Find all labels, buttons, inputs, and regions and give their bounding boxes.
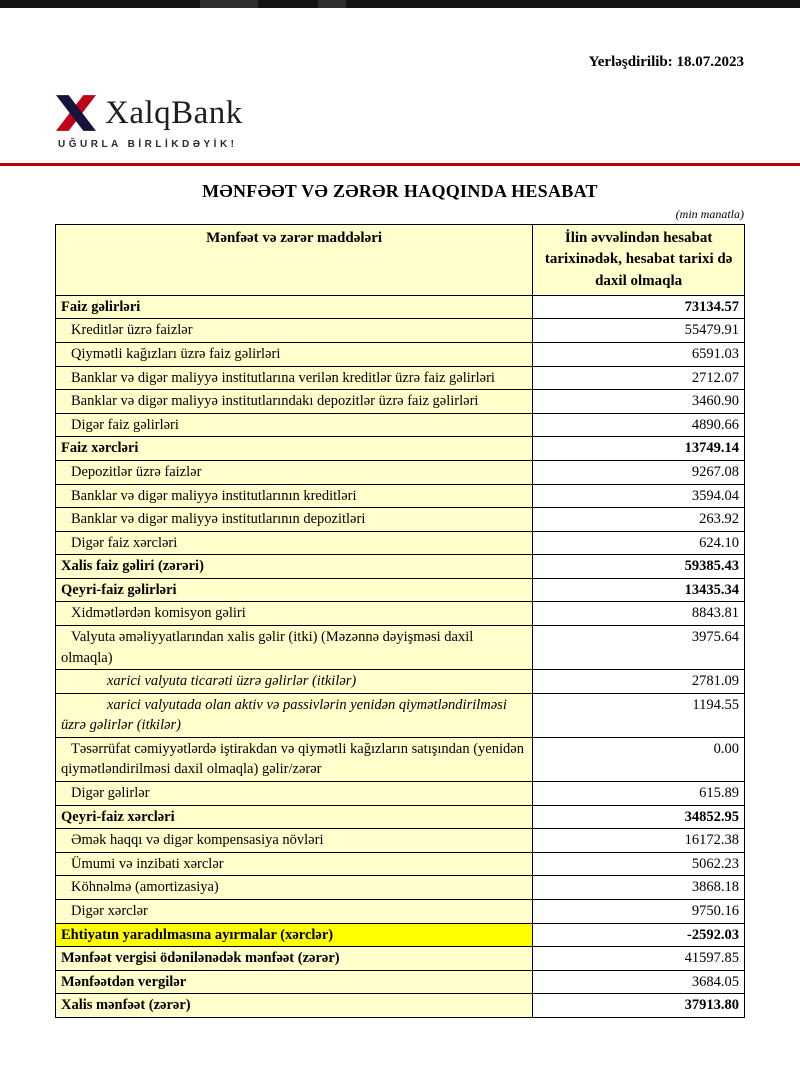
- row-value: 9267.08: [533, 460, 745, 484]
- row-label: Faiz xərcləri: [56, 437, 533, 461]
- logo-text: XalqBank: [105, 94, 243, 131]
- table-row: [56, 366, 745, 390]
- row-label: Ehtiyatın yaradılmasına ayırmalar (xərclər): [56, 923, 533, 947]
- row-value: 263.92: [533, 508, 745, 532]
- top-bar-segment: [200, 0, 258, 8]
- row-value: 3684.05: [533, 970, 745, 994]
- row-label: Köhnəlmə (amortizasiya): [56, 876, 533, 900]
- row-value: 41597.85: [533, 947, 745, 971]
- table-body: [56, 295, 745, 1017]
- row-value: 3868.18: [533, 876, 745, 900]
- table-row: [56, 805, 745, 829]
- table-row: [56, 899, 745, 923]
- row-label: Qiymətli kağızları üzrə faiz gəlirləri: [56, 343, 533, 367]
- table-row: [56, 390, 745, 414]
- row-label: Digər xərclər: [56, 899, 533, 923]
- row-value: 2781.09: [533, 670, 745, 694]
- row-label: Xidmətlərdən komisyon gəliri: [56, 602, 533, 626]
- table-row: [56, 295, 745, 319]
- red-divider: [0, 163, 800, 166]
- logo-tagline: UĞURLA BİRLİKDƏYİK!: [58, 139, 238, 150]
- row-label: Xalis faiz gəliri (zərəri): [56, 555, 533, 579]
- row-value: 624.10: [533, 531, 745, 555]
- row-label: Mənfəət vergisi ödənilənədək mənfəət (zərər): [56, 947, 533, 971]
- row-label: Digər gəlirlər: [56, 782, 533, 806]
- row-label: Xalis mənfəət (zərər): [56, 994, 533, 1018]
- row-value: 3460.90: [533, 390, 745, 414]
- table-row: [56, 437, 745, 461]
- row-label: Faiz gəlirləri: [56, 295, 533, 319]
- row-value: 34852.95: [533, 805, 745, 829]
- row-label: Təsərrüfat cəmiyyətlərdə iştirakdan və qiymətli kağızların satışından (yenidən qiymətləndirilməsi daxil olmaqla) gəlir/zərər: [56, 737, 533, 781]
- row-value: 8843.81: [533, 602, 745, 626]
- top-bar-segment: [318, 0, 346, 8]
- table-row: [56, 923, 745, 947]
- window-top-bar: [0, 0, 800, 8]
- table-row: [56, 484, 745, 508]
- row-value: 0.00: [533, 737, 745, 781]
- row-value: 1194.55: [533, 693, 745, 737]
- row-value: 59385.43: [533, 555, 745, 579]
- table-row: [56, 852, 745, 876]
- row-label: Banklar və digər maliyyə institutlarının depozitləri: [56, 508, 533, 532]
- row-value: 2712.07: [533, 366, 745, 390]
- row-value: 3594.04: [533, 484, 745, 508]
- unit-note: (min manatla): [675, 207, 744, 221]
- row-value: 5062.23: [533, 852, 745, 876]
- table-row: [56, 531, 745, 555]
- table-row: [56, 947, 745, 971]
- header-period-column: İlin əvvəlindən hesabat tarixinədək, hesabat tarixi də daxil olmaqla: [533, 225, 745, 296]
- row-label: Depozitlər üzrə faizlər: [56, 460, 533, 484]
- row-label: Əmək haqqı və digər kompensasiya növləri: [56, 829, 533, 853]
- row-value: 16172.38: [533, 829, 745, 853]
- row-label: Qeyri-faiz xərcləri: [56, 805, 533, 829]
- table-row: [56, 578, 745, 602]
- table-row: [56, 693, 745, 737]
- row-label: Mənfəətdən vergilər: [56, 970, 533, 994]
- published-date: Yerləşdirilib: 18.07.2023: [588, 54, 744, 70]
- row-label: Banklar və digər maliyyə institutlarındakı depozitlər üzrə faiz gəlirləri: [56, 390, 533, 414]
- bank-logo: [56, 95, 800, 150]
- row-value: 4890.66: [533, 413, 745, 437]
- row-value: 55479.91: [533, 319, 745, 343]
- row-value: 73134.57: [533, 295, 745, 319]
- row-value: 9750.16: [533, 899, 745, 923]
- row-value: -2592.03: [533, 923, 745, 947]
- table-row: [56, 413, 745, 437]
- table-row: [56, 319, 745, 343]
- table-row: [56, 829, 745, 853]
- page-title: MƏNFƏƏT VƏ ZƏRƏR HAQQINDA HESABAT: [202, 181, 598, 201]
- row-value: 6591.03: [533, 343, 745, 367]
- row-label: Digər faiz gəlirləri: [56, 413, 533, 437]
- row-label: xarici valyutada olan aktiv və passivlərin yenidən qiymətləndirilməsi üzrə gəlirlər (itkilər): [56, 693, 533, 737]
- profit-loss-table: [55, 224, 745, 1018]
- row-value: 615.89: [533, 782, 745, 806]
- row-value: 37913.80: [533, 994, 745, 1018]
- row-label: Kreditlər üzrə faizlər: [56, 319, 533, 343]
- row-label: xarici valyuta ticarəti üzrə gəlirlər (itkilər): [56, 670, 533, 694]
- table-row: [56, 994, 745, 1018]
- table-row: [56, 876, 745, 900]
- row-label: Banklar və digər maliyyə institutlarına verilən kreditlər üzrə faiz gəlirləri: [56, 366, 533, 390]
- row-value: 13435.34: [533, 578, 745, 602]
- row-label: Banklar və digər maliyyə institutlarının kreditləri: [56, 484, 533, 508]
- row-value: 13749.14: [533, 437, 745, 461]
- row-label: Digər faiz xərcləri: [56, 531, 533, 555]
- table-row: [56, 625, 745, 669]
- table-row: [56, 508, 745, 532]
- xalqbank-x-icon: [56, 95, 96, 131]
- row-label: Valyuta əməliyyatlarından xalis gəlir (itki) (Məzənnə dəyişməsi daxil olmaqla): [56, 625, 533, 669]
- table-row: [56, 670, 745, 694]
- table-row: [56, 737, 745, 781]
- table-row: [56, 602, 745, 626]
- header-items-column: Mənfəət və zərər maddələri: [56, 225, 533, 296]
- table-row: [56, 460, 745, 484]
- table-header-row: [56, 225, 745, 296]
- row-label: Ümumi və inzibati xərclər: [56, 852, 533, 876]
- table-row: [56, 970, 745, 994]
- table-row: [56, 782, 745, 806]
- table-row: [56, 555, 745, 579]
- row-label: Qeyri-faiz gəlirləri: [56, 578, 533, 602]
- row-value: 3975.64: [533, 625, 745, 669]
- table-row: [56, 343, 745, 367]
